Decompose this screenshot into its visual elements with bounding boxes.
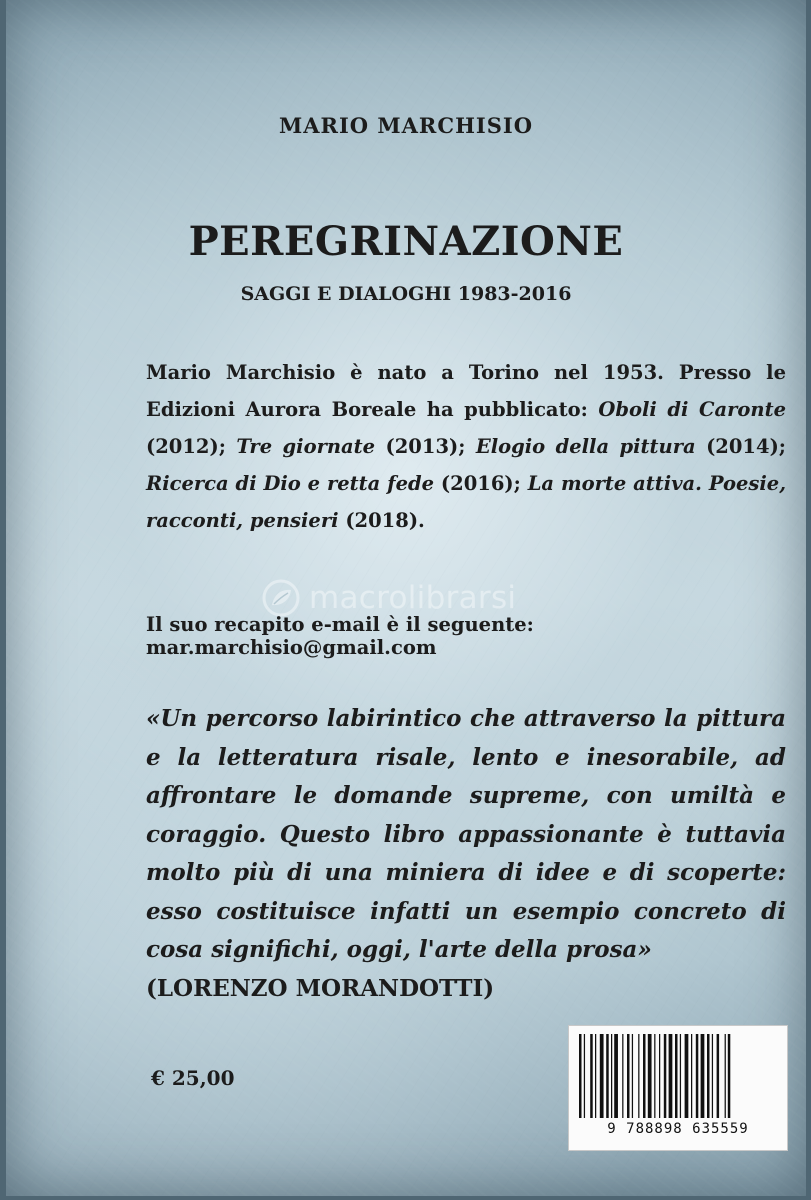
barcode-bar xyxy=(622,1034,623,1118)
barcode-bar xyxy=(584,1034,585,1118)
barcode xyxy=(568,1025,788,1151)
barcode-bar xyxy=(595,1034,596,1118)
book-subtitle: SAGGI E DIALOGHI 1983-2016 xyxy=(240,283,572,305)
quote-author: (LORENZO MORANDOTTI) xyxy=(146,974,495,1002)
bio-intro: Mario Marchisio è nato a Torino nel 1953. Presso le Edizioni Aurora Boreale ha pubblicato: xyxy=(146,361,786,421)
barcode-bar xyxy=(606,1034,609,1118)
bio-year: (2012); xyxy=(146,435,237,458)
barcode-bar xyxy=(611,1034,612,1118)
bio-year: (2018). xyxy=(338,509,425,532)
bio-work: Elogio della pittura xyxy=(475,435,696,458)
barcode-bar xyxy=(590,1034,593,1118)
barcode-bar xyxy=(648,1034,652,1118)
author-name: MARIO MARCHISIO xyxy=(278,113,534,138)
barcode-bar xyxy=(717,1034,720,1118)
barcode-bar xyxy=(691,1034,692,1118)
bio-year: (2013); xyxy=(375,435,476,458)
leaf-logo-icon xyxy=(261,578,301,618)
barcode-bar xyxy=(600,1034,604,1118)
barcode-bar xyxy=(707,1034,710,1118)
barcode-bar xyxy=(712,1034,713,1118)
barcode-bar xyxy=(627,1034,630,1118)
price-label: € 25,00 xyxy=(151,1066,235,1090)
book-title: PEREGRINAZIONE xyxy=(188,218,624,265)
barcode-bar xyxy=(654,1034,655,1118)
watermark xyxy=(261,576,516,620)
bio-year: (2014); xyxy=(695,435,786,458)
barcode-bar xyxy=(696,1034,699,1118)
bio-work: La morte attiva. Poesie, racconti, pensieri xyxy=(146,472,786,532)
bio-year: (2016); xyxy=(434,472,528,495)
barcode-bar xyxy=(614,1034,618,1118)
bio-work: Tre giornate xyxy=(236,435,376,458)
barcode-bar xyxy=(669,1034,673,1118)
barcode-bar xyxy=(701,1034,705,1118)
barcode-bar xyxy=(659,1034,660,1118)
barcode-bar xyxy=(685,1034,689,1118)
isbn-number: 9 788898 635559 xyxy=(607,1121,749,1137)
barcode-bar xyxy=(632,1034,633,1118)
barcode-bar xyxy=(728,1034,731,1118)
barcode-bar xyxy=(579,1034,582,1118)
email-line: Il suo recapito e-mail è il seguente: mar.marchisio@gmail.com xyxy=(146,613,534,659)
barcode-bar xyxy=(675,1034,678,1118)
barcode-bar xyxy=(664,1034,667,1118)
quote-text: «Un percorso labirintico che attraverso la pittura e la letteratura risale, lento e inesorabile, ad affrontare le domande supreme, con umiltà e coraggio. Questo libro appassionante è tuttavia molto più di una miniera di idee e di scoperte: esso costituisce infatti un esempio concreto di cosa significhi, oggi, l'arte della prosa» xyxy=(146,705,786,963)
barcode-bars-icon xyxy=(579,1034,777,1118)
book-back-cover xyxy=(6,0,806,1196)
watermark-text: macrolibrarsi xyxy=(309,580,517,616)
barcode-bar xyxy=(643,1034,646,1118)
review-quote xyxy=(146,700,786,1008)
author-bio xyxy=(146,354,786,539)
barcode-bar xyxy=(638,1034,639,1118)
bio-work: Ricerca di Dio e retta fede xyxy=(146,472,435,495)
barcode-bar xyxy=(725,1034,726,1118)
bio-work: Oboli di Caronte xyxy=(598,398,787,421)
barcode-bar xyxy=(680,1034,681,1118)
